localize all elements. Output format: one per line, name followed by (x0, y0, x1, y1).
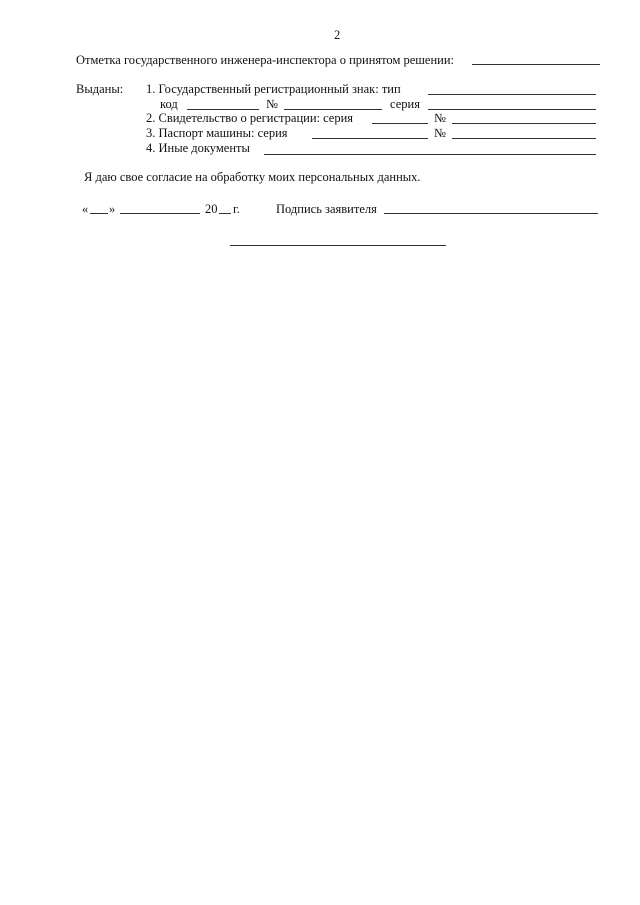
inspector-mark-field[interactable] (472, 64, 600, 65)
issued-heading: Выданы: (76, 82, 124, 96)
item1-code-label: код (160, 97, 178, 111)
other-documents-field[interactable] (264, 154, 596, 155)
item2-label: 2. Свидетельство о регистрации: серия (146, 111, 354, 125)
date-year-suffix: г. (233, 202, 240, 216)
date-month-field[interactable] (120, 213, 200, 214)
consent-statement: Я даю свое согласие на обработку моих персональных данных. (84, 170, 421, 184)
page-number: 2 (334, 28, 341, 42)
item3-label: 3. Паспорт машины: серия (146, 126, 288, 140)
item1-label: 1. Государственный регистрационный знак: тип (146, 82, 401, 96)
plate-series-field[interactable] (428, 109, 596, 110)
inspector-mark-label: Отметка государственного инженера-инспектора о принятом решении: (76, 53, 454, 67)
date-year-prefix: 20 (205, 202, 218, 216)
date-open-quote: « (82, 202, 89, 216)
item4-label: 4. Иные документы (146, 141, 250, 155)
certificate-series-field[interactable] (372, 123, 428, 124)
signature-label: Подпись заявителя (276, 202, 377, 216)
plate-number-field[interactable] (284, 109, 382, 110)
plate-type-field[interactable] (428, 94, 596, 95)
item1-series-label: серия (390, 97, 420, 111)
separator-line (230, 245, 446, 246)
item2-number-label: № (434, 111, 446, 125)
date-day-field[interactable] (90, 213, 108, 214)
item1-number-label: № (266, 97, 278, 111)
passport-number-field[interactable] (452, 138, 596, 139)
plate-code-field[interactable] (187, 109, 259, 110)
item3-number-label: № (434, 126, 446, 140)
signature-field[interactable] (384, 213, 598, 214)
date-year-field[interactable] (219, 213, 231, 214)
passport-series-field[interactable] (312, 138, 428, 139)
certificate-number-field[interactable] (452, 123, 596, 124)
date-close-quote: » (109, 202, 116, 216)
